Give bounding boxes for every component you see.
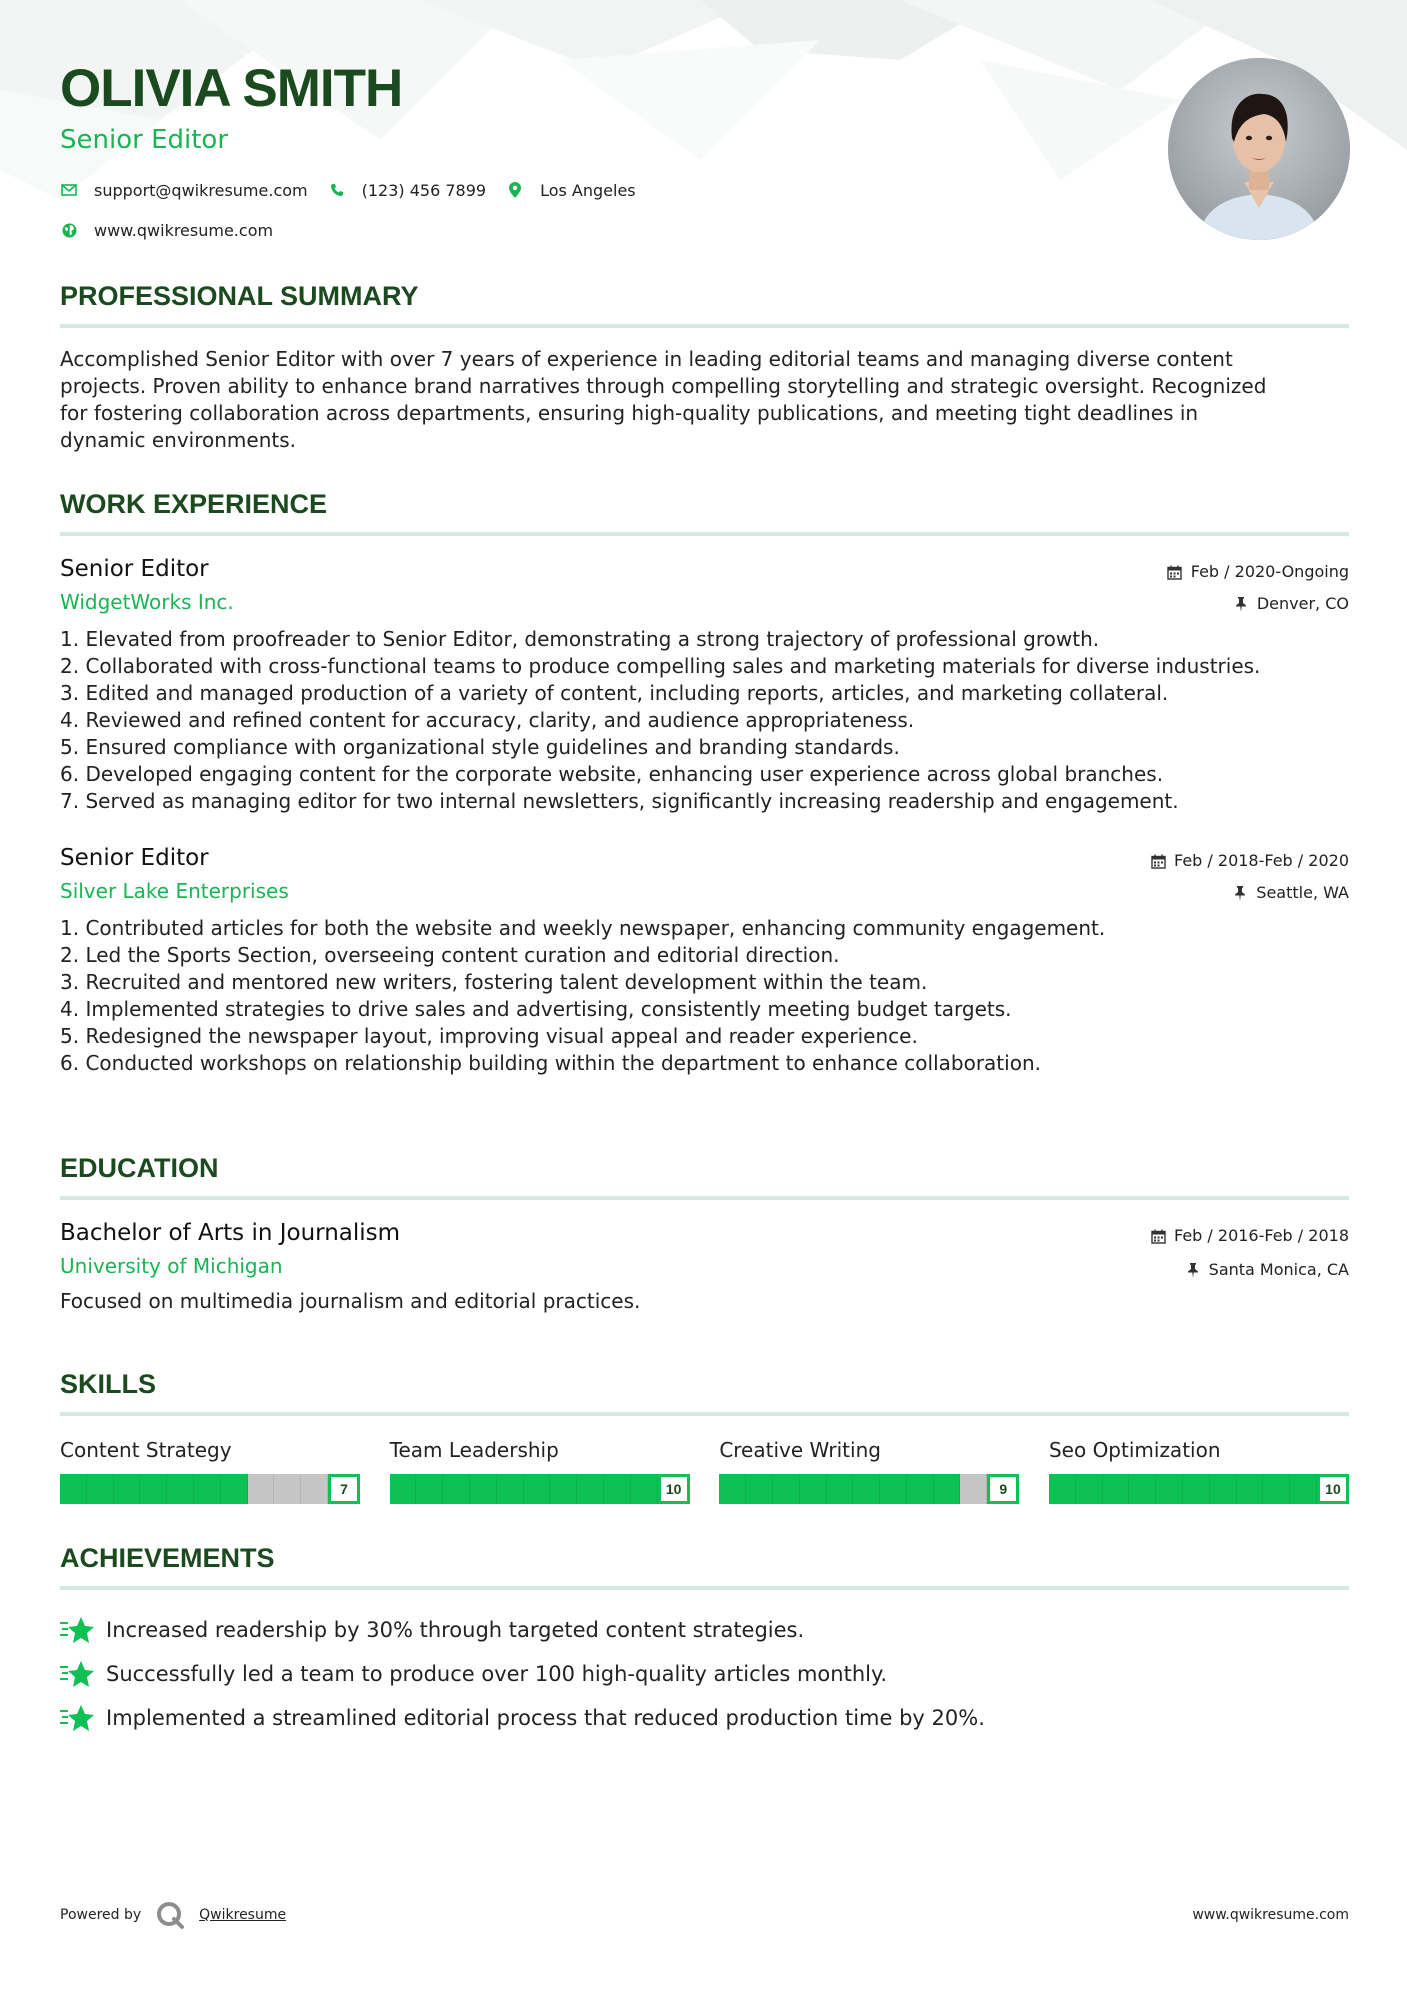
list-item: 1. Elevated from proofreader to Senior Editor, demonstrating a strong trajectory of professional growth. bbox=[60, 627, 1100, 651]
qwikresume-logo bbox=[155, 1900, 185, 1930]
skill-bar-segment bbox=[934, 1474, 961, 1504]
skill-bar-segment bbox=[497, 1474, 524, 1504]
envelope-icon bbox=[60, 181, 78, 199]
skill-bar-segment bbox=[87, 1474, 114, 1504]
phone-icon bbox=[328, 181, 346, 199]
summary-line: projects. Proven ability to enhance brand narratives through compelling storytelling and strategic oversight. Recognized bbox=[60, 374, 1267, 398]
summary-line: Accomplished Senior Editor with over 7 years of experience in leading editorial teams and managing diverse content bbox=[60, 347, 1233, 371]
list-item: 4. Reviewed and refined content for accuracy, clarity, and audience appropriateness. bbox=[60, 708, 915, 732]
phone-text: (123) 456 7899 bbox=[361, 180, 487, 200]
resume-header bbox=[60, 58, 656, 242]
education-entry bbox=[60, 1218, 1349, 1315]
profile-photo bbox=[1168, 58, 1350, 240]
skill-bar-segment bbox=[274, 1474, 301, 1504]
skill-bar-segment bbox=[416, 1474, 443, 1504]
skill-bar-segment bbox=[60, 1474, 87, 1504]
skill-level-bar bbox=[60, 1474, 360, 1504]
section-divider bbox=[60, 1586, 1349, 1590]
school-name: University of Michigan bbox=[60, 1254, 283, 1278]
list-item: 7. Served as managing editor for two internal newsletters, significantly increasing readership and engagement. bbox=[60, 789, 1179, 813]
achievements-list bbox=[60, 1608, 1349, 1740]
list-item: 6. Conducted workshops on relationship building within the department to enhance collaboration. bbox=[60, 1051, 1041, 1075]
job-entry bbox=[60, 843, 1349, 1077]
skills-row bbox=[60, 1436, 1349, 1504]
education-section bbox=[60, 1152, 1349, 1315]
experience-title: WORK EXPERIENCE bbox=[60, 489, 328, 519]
skill-score: 9 bbox=[987, 1474, 1019, 1504]
skill-bar-segment bbox=[194, 1474, 221, 1504]
candidate-name: OLIVIA SMITH bbox=[60, 59, 403, 118]
achievement-item bbox=[60, 1608, 1349, 1652]
achievement-text: Implemented a streamlined editorial process that reduced production time by 20%. bbox=[106, 1706, 985, 1730]
education-dates-text: Feb / 2016-Feb / 2018 bbox=[1174, 1226, 1349, 1245]
list-item: 3. Edited and managed production of a variety of content, including reports, articles, and marketing collateral. bbox=[60, 681, 1169, 705]
list-item: 3. Recruited and mentored new writers, fostering talent development within the team. bbox=[60, 970, 928, 994]
skill-bar-segment bbox=[631, 1474, 658, 1504]
skill-bar-segment bbox=[301, 1474, 328, 1504]
skill-bar-segment bbox=[1156, 1474, 1183, 1504]
skill-bar-segment bbox=[960, 1474, 987, 1504]
website-text: www.qwikresume.com bbox=[94, 220, 274, 240]
skill-bar-segment bbox=[800, 1474, 827, 1504]
education-location-text: Santa Monica, CA bbox=[1208, 1260, 1349, 1279]
list-item: 1. Contributed articles for both the website and weekly newspaper, enhancing community engagement. bbox=[60, 916, 1106, 940]
summary-text bbox=[60, 346, 1349, 454]
job-entry bbox=[60, 554, 1349, 815]
skill-bar-segment bbox=[1076, 1474, 1103, 1504]
list-item: 2. Led the Sports Section, overseeing content curation and editorial direction. bbox=[60, 943, 840, 967]
skill-item bbox=[1049, 1436, 1349, 1504]
skill-bar-segment bbox=[604, 1474, 631, 1504]
candidate-role: Senior Editor bbox=[60, 125, 229, 155]
map-pin-icon bbox=[506, 181, 524, 199]
skill-name: Team Leadership bbox=[389, 1438, 559, 1462]
skills-section bbox=[60, 1368, 1349, 1504]
contact-location bbox=[506, 181, 636, 200]
footer-website[interactable]: www.qwikresume.com bbox=[1192, 1907, 1349, 1923]
job-bullets bbox=[60, 915, 1349, 1077]
skill-bar-segment bbox=[1210, 1474, 1237, 1504]
education-description: Focused on multimedia journalism and editorial practices. bbox=[60, 1289, 641, 1313]
star-icon bbox=[60, 1615, 94, 1645]
skill-bar-segment bbox=[1103, 1474, 1130, 1504]
skill-name: Creative Writing bbox=[719, 1438, 881, 1462]
skill-bar-segment bbox=[746, 1474, 773, 1504]
job-dates-text: Feb / 2018-Feb / 2020 bbox=[1174, 851, 1349, 870]
summary-line: dynamic environments. bbox=[60, 428, 297, 452]
summary-section bbox=[60, 280, 1349, 454]
skill-bar-segment bbox=[470, 1474, 497, 1504]
contact-email[interactable] bbox=[60, 181, 308, 200]
job-location-text: Seattle, WA bbox=[1256, 883, 1349, 902]
skills-title: SKILLS bbox=[60, 1369, 157, 1399]
skill-bar-segment bbox=[390, 1474, 417, 1504]
job-location-text: Denver, CO bbox=[1256, 594, 1349, 613]
email-text: support@qwikresume.com bbox=[94, 180, 308, 200]
skill-bar-segment bbox=[1237, 1474, 1264, 1504]
skill-name: Seo Optimization bbox=[1048, 1438, 1221, 1462]
skill-level-bar bbox=[719, 1474, 1019, 1504]
footer-branding bbox=[60, 1900, 286, 1930]
skill-bar-segment bbox=[719, 1474, 746, 1504]
experience-section bbox=[60, 488, 1349, 1077]
skill-bar-segment bbox=[140, 1474, 167, 1504]
skill-bar-segment bbox=[773, 1474, 800, 1504]
skill-bar-segment bbox=[114, 1474, 141, 1504]
job-dates bbox=[1167, 560, 1349, 584]
job-company: WidgetWorks Inc. bbox=[60, 590, 234, 614]
page-footer bbox=[60, 1900, 1349, 1930]
achievement-text: Successfully led a team to produce over 100 high-quality articles monthly. bbox=[106, 1662, 888, 1686]
list-item: 5. Redesigned the newspaper layout, improving visual appeal and reader experience. bbox=[60, 1024, 918, 1048]
skill-level-bar bbox=[1049, 1474, 1349, 1504]
skill-name: Content Strategy bbox=[60, 1438, 232, 1462]
summary-line: for fostering collaboration across departments, ensuring high-quality publications, and meeting tight deadlines in bbox=[60, 401, 1199, 425]
calendar-icon bbox=[1150, 1228, 1166, 1244]
skill-bar-segment bbox=[1290, 1474, 1317, 1504]
job-bullets bbox=[60, 626, 1349, 815]
education-location bbox=[1150, 1258, 1349, 1282]
skill-bar-segment bbox=[167, 1474, 194, 1504]
skill-bar-segment bbox=[907, 1474, 934, 1504]
skill-level-bar bbox=[390, 1474, 690, 1504]
list-item: 5. Ensured compliance with organizational style guidelines and branding standards. bbox=[60, 735, 900, 759]
achievement-item bbox=[60, 1696, 1349, 1740]
job-title: Senior Editor bbox=[60, 556, 209, 582]
skill-bar-segment bbox=[1129, 1474, 1156, 1504]
calendar-icon bbox=[1167, 564, 1183, 580]
skill-bar-segment bbox=[443, 1474, 470, 1504]
calendar-icon bbox=[1150, 853, 1166, 869]
skill-item bbox=[719, 1436, 1019, 1504]
achievements-title: ACHIEVEMENTS bbox=[60, 1543, 275, 1573]
skill-bar-segment bbox=[853, 1474, 880, 1504]
skill-score: 10 bbox=[658, 1474, 690, 1504]
skill-bar-segment bbox=[827, 1474, 854, 1504]
section-divider bbox=[60, 1412, 1349, 1416]
skill-bar-segment bbox=[550, 1474, 577, 1504]
job-location bbox=[1167, 592, 1349, 616]
contact-website[interactable] bbox=[60, 218, 656, 242]
pushpin-icon bbox=[1233, 596, 1249, 612]
list-item: 4. Implemented strategies to drive sales and advertising, consistently meeting budget targets. bbox=[60, 997, 1012, 1021]
skill-bar-segment bbox=[221, 1474, 248, 1504]
pushpin-icon bbox=[1232, 885, 1248, 901]
summary-title: PROFESSIONAL SUMMARY bbox=[60, 281, 419, 311]
skill-bar-segment bbox=[880, 1474, 907, 1504]
skill-bar-segment bbox=[524, 1474, 551, 1504]
skill-bar-segment bbox=[1183, 1474, 1210, 1504]
skill-bar-segment bbox=[1049, 1474, 1076, 1504]
star-icon bbox=[60, 1703, 94, 1733]
pushpin-icon bbox=[1185, 1262, 1201, 1278]
skill-bar-segment bbox=[248, 1474, 275, 1504]
list-item: 6. Developed engaging content for the corporate website, enhancing user experience across global branches. bbox=[60, 762, 1164, 786]
section-divider bbox=[60, 1196, 1349, 1200]
star-icon bbox=[60, 1659, 94, 1689]
section-divider bbox=[60, 532, 1349, 536]
list-item: 2. Collaborated with cross-functional teams to produce compelling sales and marketing materials for diverse industries. bbox=[60, 654, 1261, 678]
job-title: Senior Editor bbox=[60, 845, 209, 871]
skill-bar-segment bbox=[577, 1474, 604, 1504]
section-divider bbox=[60, 324, 1349, 328]
powered-by-label: Powered by bbox=[60, 1907, 142, 1923]
achievement-text: Increased readership by 30% through targeted content strategies. bbox=[106, 1618, 805, 1642]
contact-phone[interactable] bbox=[328, 181, 486, 200]
job-dates bbox=[1150, 849, 1349, 873]
education-title: EDUCATION bbox=[60, 1153, 219, 1183]
qwikresume-link[interactable]: Qwikresume bbox=[199, 1907, 287, 1923]
globe-icon bbox=[60, 221, 78, 239]
skill-item bbox=[390, 1436, 690, 1504]
job-dates-text: Feb / 2020-Ongoing bbox=[1190, 562, 1349, 581]
degree-title: Bachelor of Arts in Journalism bbox=[60, 1220, 401, 1246]
skill-bar-segment bbox=[1263, 1474, 1290, 1504]
job-company: Silver Lake Enterprises bbox=[60, 879, 289, 903]
location-text: Los Angeles bbox=[540, 180, 636, 200]
skill-score: 10 bbox=[1317, 1474, 1349, 1504]
skill-item bbox=[60, 1436, 360, 1504]
achievement-item bbox=[60, 1652, 1349, 1696]
job-location bbox=[1150, 881, 1349, 905]
achievements-section bbox=[60, 1542, 1349, 1740]
skill-score: 7 bbox=[328, 1474, 360, 1504]
contact-row bbox=[60, 176, 656, 204]
education-dates bbox=[1150, 1224, 1349, 1248]
